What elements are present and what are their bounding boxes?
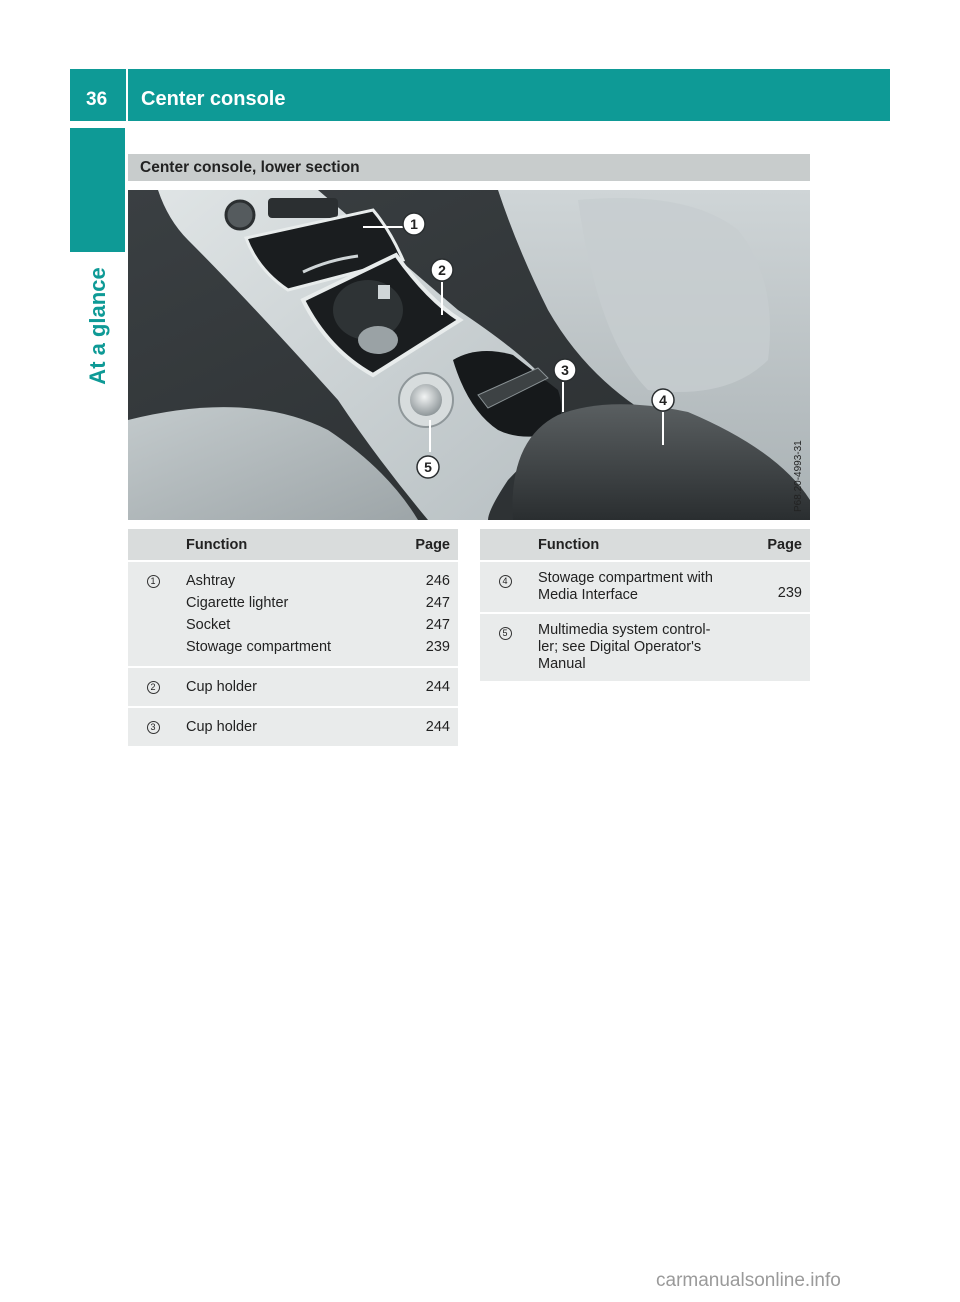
- col-page-header: Page: [391, 529, 458, 560]
- svg-text:1: 1: [410, 216, 418, 232]
- row-number: 3: [128, 708, 178, 746]
- row-function: Ashtray Cigarette lighter Socket Stowage compartment: [178, 562, 391, 666]
- row-number: 2: [128, 668, 178, 706]
- callout-3: [554, 359, 576, 381]
- table-row: [480, 562, 810, 612]
- side-tab-label: At a glance: [84, 266, 110, 385]
- col-function-header: Function: [530, 529, 751, 560]
- image-code: P68.20-4993-31: [793, 440, 804, 512]
- row-function: Cup holder: [178, 668, 391, 706]
- function-table-right: [480, 529, 810, 681]
- table-header-row: [128, 529, 458, 560]
- side-tab: [70, 258, 125, 393]
- row-number: 4: [480, 562, 530, 612]
- svg-text:4: 4: [659, 392, 667, 408]
- row-function: Multimedia system control- ler; see Digital Operator's Manual: [530, 614, 751, 681]
- row-page: 239: [751, 562, 810, 612]
- row-function: Stowage compartment with Media Interface: [530, 562, 751, 612]
- col-page-header: Page: [751, 529, 810, 560]
- table-row: [128, 668, 458, 706]
- svg-text:5: 5: [424, 459, 432, 475]
- table-header-row: [480, 529, 810, 560]
- table-row: [128, 562, 458, 666]
- callout-5: [417, 456, 439, 478]
- side-tab-block: [70, 128, 125, 252]
- function-table-left: [128, 529, 458, 746]
- row-page: 244: [391, 668, 458, 706]
- page-title: Center console: [141, 88, 286, 110]
- callout-4: [652, 389, 674, 411]
- row-page: 244: [391, 708, 458, 746]
- svg-text:3: 3: [561, 362, 569, 378]
- footer-watermark: carmanualsonline.info: [656, 1270, 841, 1291]
- row-page: 246 247 247 239: [391, 562, 458, 666]
- header-divider: [126, 69, 128, 121]
- table-row: [128, 708, 458, 746]
- page-number: 36: [86, 89, 108, 110]
- row-number: 1: [128, 562, 178, 666]
- col-function-header: Function: [178, 529, 391, 560]
- col-number-header: [128, 529, 178, 560]
- callout-1: [403, 213, 425, 235]
- section-title: Center console, lower section: [128, 154, 810, 181]
- svg-text:2: 2: [438, 262, 446, 278]
- row-function: Cup holder: [178, 708, 391, 746]
- center-console-photo: [128, 190, 810, 520]
- col-number-header: [480, 529, 530, 560]
- table-row: [480, 614, 810, 681]
- callout-2: [431, 259, 453, 281]
- row-number: 5: [480, 614, 530, 681]
- row-page: [751, 614, 810, 681]
